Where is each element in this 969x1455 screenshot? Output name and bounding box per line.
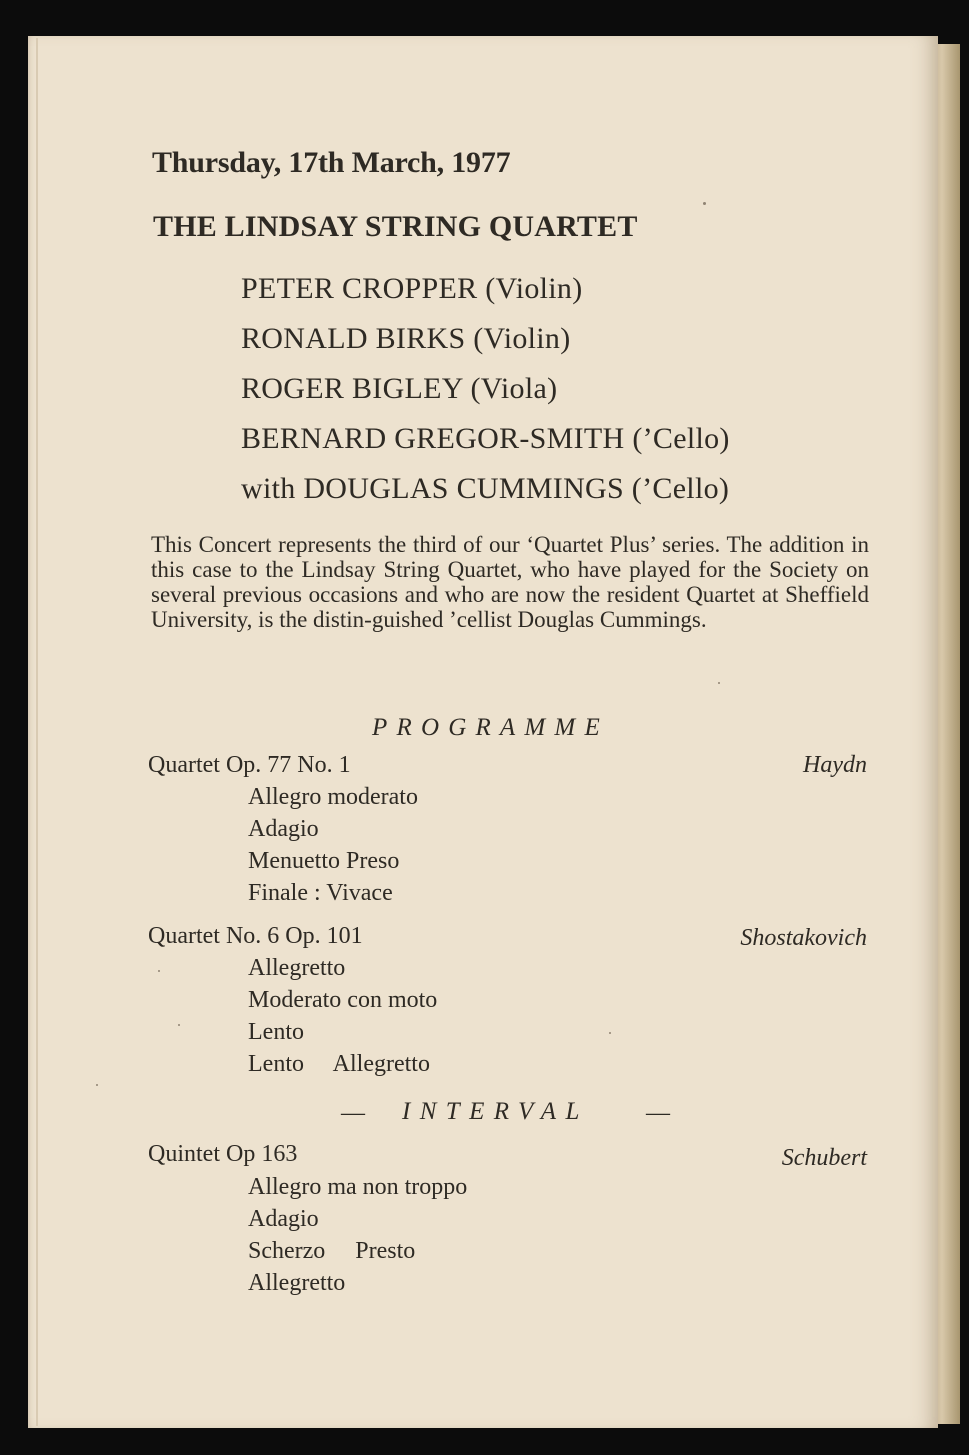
paper-speck <box>609 1032 611 1034</box>
work-3-composer: Schubert <box>781 1145 867 1171</box>
interval-label: INTERVAL <box>402 1098 589 1125</box>
work-3-movement-1: Allegro ma non troppo <box>248 1174 468 1200</box>
performer-5: with DOUGLAS CUMMINGS (’Cello) <box>241 472 730 505</box>
paper-speck <box>703 202 706 205</box>
performer-3: ROGER BIGLEY (Viola) <box>241 372 558 405</box>
work-3-movement-2: Adagio <box>248 1206 319 1232</box>
ensemble-name: THE LINDSAY STRING QUARTET <box>153 210 638 243</box>
work-2-composer: Shostakovich <box>740 925 867 951</box>
programme-heading: PROGRAMME <box>372 714 609 741</box>
interval-dash-left: — <box>341 1100 365 1126</box>
work-2-movement-3: Lento <box>248 1019 304 1045</box>
concert-date: Thursday, 17th March, 1977 <box>152 146 511 179</box>
work-1-composer: Haydn <box>803 752 867 778</box>
interval-dash-right: — <box>646 1100 670 1126</box>
work-1-title: Quartet Op. 77 No. 1 <box>148 752 351 778</box>
paper-speck <box>158 970 160 972</box>
paper-speck <box>718 682 720 684</box>
paper-speck <box>178 1024 180 1026</box>
work-2-movement-1: Allegretto <box>248 955 346 981</box>
work-1-movement-3: Menuetto Preso <box>248 848 400 874</box>
performer-4: BERNARD GREGOR-SMITH (’Cello) <box>241 422 730 455</box>
work-3-title: Quintet Op 163 <box>148 1141 298 1167</box>
work-1-movement-4: Finale : Vivace <box>248 880 393 906</box>
concert-description: This Concert represents the third of our ‘Quartet Plus’ series. The addition in this case to the Lindsay String Quartet, who have played for the Society on several previous occasions and who are now the resident Quartet at Sheffield University, is the distin-guished ’cellist Douglas Cummings. <box>151 532 869 632</box>
performer-1: PETER CROPPER (Violin) <box>241 272 583 305</box>
work-1-movement-2: Adagio <box>248 816 319 842</box>
performer-2: RONALD BIRKS (Violin) <box>241 322 571 355</box>
work-2-movement-2: Moderato con moto <box>248 987 438 1013</box>
work-2-movement-4: Lento Allegretto <box>248 1051 430 1077</box>
page-fold-line <box>36 38 38 1426</box>
work-3-movement-4: Allegretto <box>248 1270 346 1296</box>
work-2-title: Quartet No. 6 Op. 101 <box>148 923 363 949</box>
paper-speck <box>96 1084 98 1086</box>
work-3-movement-3: Scherzo Presto <box>248 1238 416 1264</box>
work-1-movement-1: Allegro moderato <box>248 784 418 810</box>
